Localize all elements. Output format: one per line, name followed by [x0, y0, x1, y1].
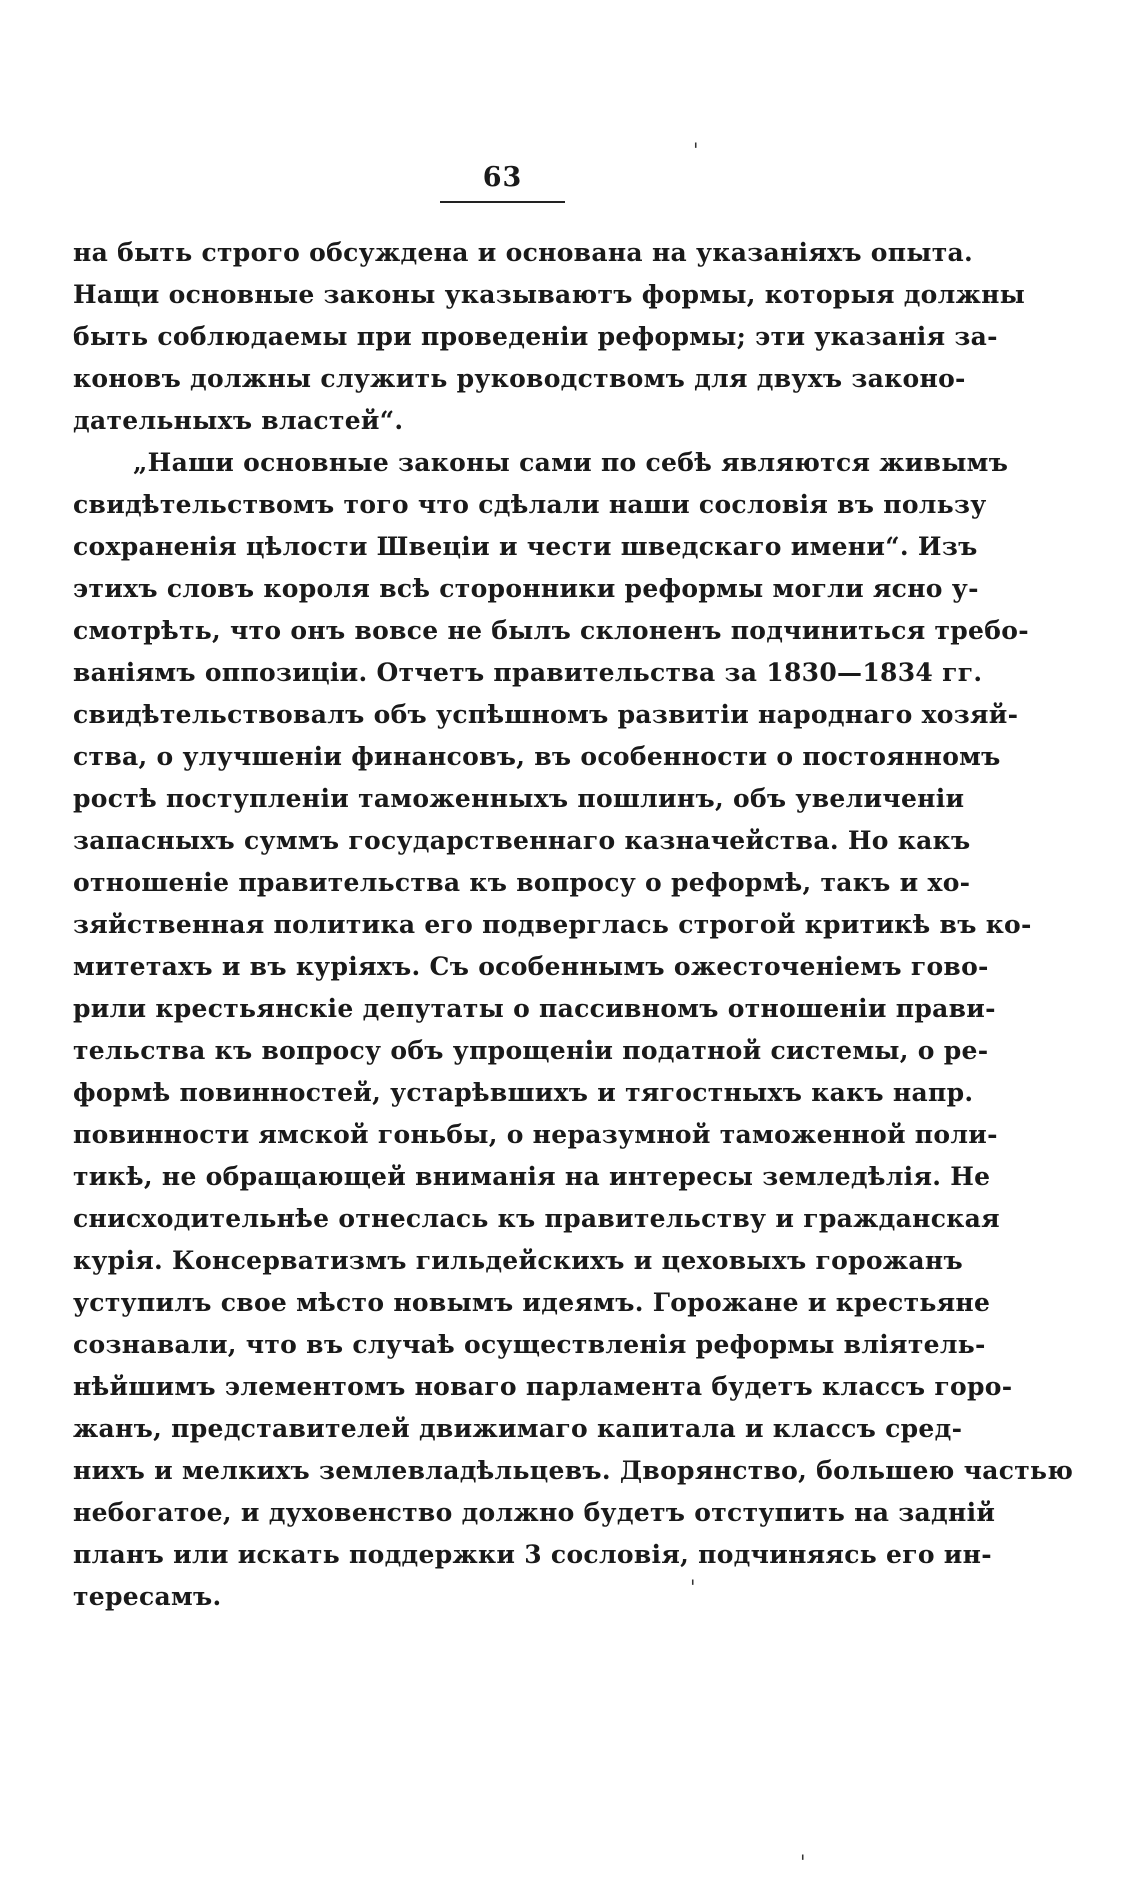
text-line: свидѣтельствомъ того что сдѣлали наши сословія въ пользу [73, 490, 987, 519]
text-line: Нащи основные законы указываютъ формы, которыя должны [73, 280, 1026, 309]
text-line: запасныхъ суммъ государственнаго казначейства. Но какъ [73, 826, 971, 855]
text-line: ростѣ поступленіи таможенныхъ пошлинъ, объ увеличеніи [73, 784, 965, 813]
page-number-rule [440, 201, 565, 203]
page-number: 63 [482, 162, 523, 193]
scan-speck: ' [800, 1850, 806, 1874]
text-line: небогатое, и духовенство должно будетъ отступить на задній [73, 1498, 996, 1527]
text-line: сознавали, что въ случаѣ осуществленія реформы вліятель- [73, 1330, 986, 1359]
text-line: ваніямъ оппозиціи. Отчетъ правительства за 1830—1834 гг. [73, 658, 983, 687]
text-line: курія. Консерватизмъ гильдейскихъ и цеховыхъ горожанъ [73, 1246, 963, 1275]
text-line: тикѣ, не обращающей вниманія на интересы земледѣлія. Не [73, 1162, 991, 1191]
text-line: тельства къ вопросу объ упрощеніи податной системы, о ре- [73, 1036, 989, 1065]
text-line: на быть строго обсуждена и основана на указаніяхъ опыта. [73, 238, 974, 267]
text-line: этихъ словъ короля всѣ сторонники реформы могли ясно у- [73, 574, 979, 603]
text-line: коновъ должны служить руководствомъ для двухъ законо- [73, 364, 966, 393]
text-line: митетахъ и въ куріяхъ. Съ особеннымъ ожесточеніемъ гово- [73, 952, 989, 981]
text-line: зяйственная политика его подверглась строгой критикѣ въ ко- [73, 910, 1032, 939]
text-line: нѣйшимъ элементомъ новаго парламента будетъ классъ горо- [73, 1372, 1013, 1401]
text-line: сохраненія цѣлости Швеціи и чести шведскаго имени“. Изъ [73, 532, 978, 561]
text-line: тересамъ. [73, 1582, 222, 1611]
text-line: жанъ, представителей движимаго капитала и классъ сред- [73, 1414, 963, 1443]
text-line: рили крестьянскіе депутаты о пассивномъ отношеніи прави- [73, 994, 996, 1023]
text-line: ства, о улучшеніи финансовъ, въ особенности о постоянномъ [73, 742, 1001, 771]
text-line: формѣ повинностей, устарѣвшихъ и тягостныхъ какъ напр. [73, 1078, 974, 1107]
text-line: свидѣтельствовалъ объ успѣшномъ развитіи народнаго хозяй- [73, 700, 1019, 729]
text-line: дательныхъ властей“. [73, 406, 404, 435]
text-line: смотрѣть, что онъ вовсе не былъ склоненъ подчиниться требо- [73, 616, 1029, 645]
text-line: снисходительнѣе отнеслась къ правительству и гражданская [73, 1204, 1000, 1233]
scan-speck: ' [693, 138, 699, 162]
text-line: повинности ямской гоньбы, о неразумной таможенной поли- [73, 1120, 998, 1149]
body-text [73, 232, 1074, 1618]
text-line: отношеніе правительства къ вопросу о реформѣ, такъ и хо- [73, 868, 971, 897]
text-line: уступилъ свое мѣсто новымъ идеямъ. Горожане и крестьяне [73, 1288, 991, 1317]
scan-speck: ' [690, 1575, 696, 1599]
text-line: „Наши основные законы сами по себѣ являются живымъ [133, 448, 1009, 477]
text-line: планъ или искать поддержки 3 сословія, подчиняясь его ин- [73, 1540, 992, 1569]
text-line: нихъ и мелкихъ землевладѣльцевъ. Дворянство, большею частью [73, 1456, 1074, 1485]
text-line: быть соблюдаемы при проведеніи реформы; эти указанія за- [73, 322, 998, 351]
